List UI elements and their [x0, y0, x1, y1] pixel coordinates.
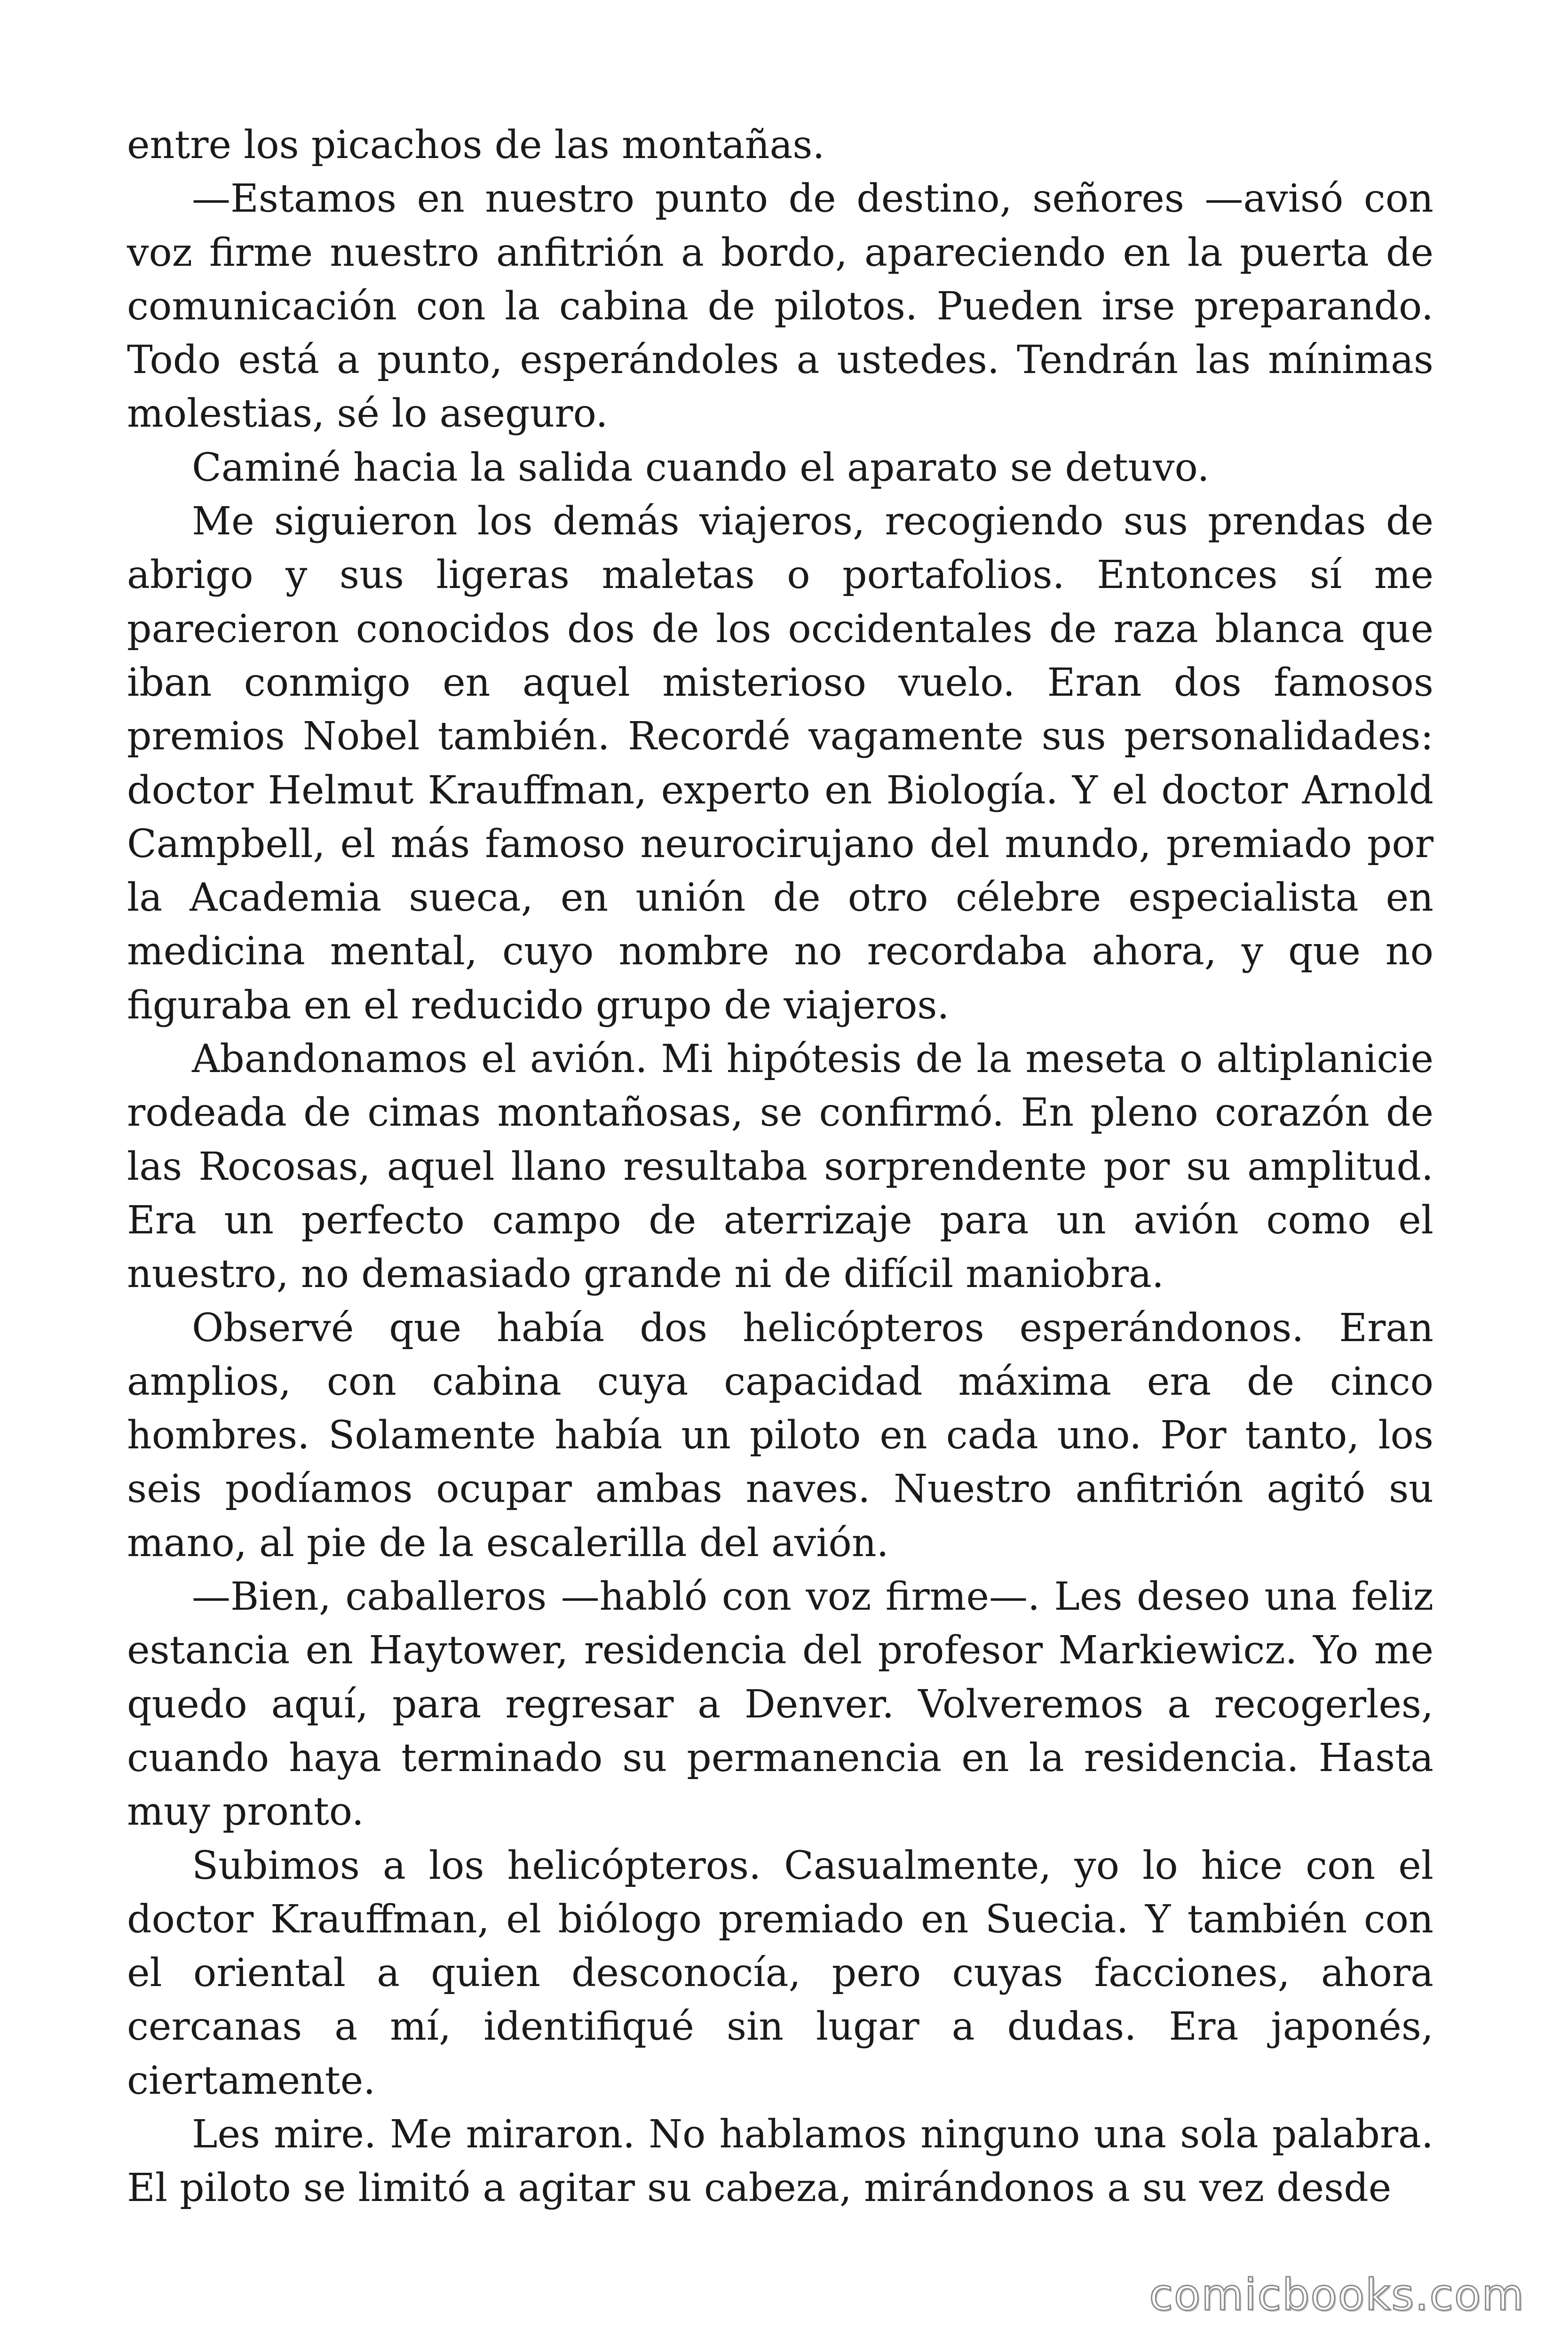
paragraph-9: Les mire. Me miraron. No hablamos ninguno una sola palabra. El piloto se limitó a agitar su cabeza, mirándonos a su vez desde — [127, 2112, 1433, 2211]
paragraph-2: —Estamos en nuestro punto de destino, señores —avisó con voz firme nuestro anfitrión a bordo, apareciendo en la puerta de comunicación con la cabina de pilotos. Pueden irse preparando. Todo está a punto, esperándoles a ustedes. Tendrán las mínimas molestias, sé lo aseguro. — [127, 176, 1433, 437]
paragraph-3: Caminé hacia la salida cuando el aparato se detuvo. — [192, 445, 1210, 490]
paragraph-6: Observé que había dos helicópteros esperándonos. Eran amplios, con cabina cuya capacidad máxima era de cinco hombres. Solamente había un piloto en cada uno. Por tanto, los seis podíamos ocupar ambas naves. Nuestro anfitrión agitó su mano, al pie de la escalerilla del avión. — [127, 1305, 1433, 1565]
page-text-body — [127, 119, 1433, 2216]
paragraph-4: Me siguieron los demás viajeros, recogiendo sus prendas de abrigo y sus ligeras maletas o portafolios. Entonces sí me parecieron conocidos dos de los occidentales de raza blanca que iban conmigo en aquel misterioso vuelo. Eran dos famosos premios Nobel también. Recordé vagamente sus personalidades: doctor Helmut Krauffman, experto en Biología. Y el doctor Arnold Campbell, el más famoso neurocirujano del mundo, premiado por la Academia sueca, en unión de otro célebre especialista en medicina mental, cuyo nombre no recordaba ahora, y que no figuraba en el reducido grupo de viajeros. — [127, 499, 1433, 1028]
watermark: comicbooks.com — [1149, 2270, 1525, 2320]
paragraph-8: Subimos a los helicópteros. Casualmente, yo lo hice con el doctor Krauffman, el biólogo premiado en Suecia. Y también con el oriental a quien desconocía, pero cuyas facciones, ahora cercanas a mí, identifiqué sin lugar a dudas. Era japonés, ciertamente. — [127, 1843, 1433, 2103]
paragraph-5: Abandonamos el avión. Mi hipótesis de la meseta o altiplanicie rodeada de cimas montañosas, se confirmó. En pleno corazón de las Rocosas, aquel llano resultaba sorprendente por su amplitud. Era un perfecto campo de aterrizaje para un avión como el nuestro, no demasiado grande ni de difícil maniobra. — [127, 1037, 1433, 1297]
paragraph-1: entre los picachos de las montañas. — [127, 123, 825, 167]
paragraph-7: —Bien, caballeros —habló con voz firme—. Les deseo una feliz estancia en Haytower, residencia del profesor Markiewicz. Yo me quedo aquí, para regresar a Denver. Volveremos a recogerles, cuando haya terminado su permanencia en la residencia. Hasta muy pronto. — [127, 1574, 1433, 1835]
